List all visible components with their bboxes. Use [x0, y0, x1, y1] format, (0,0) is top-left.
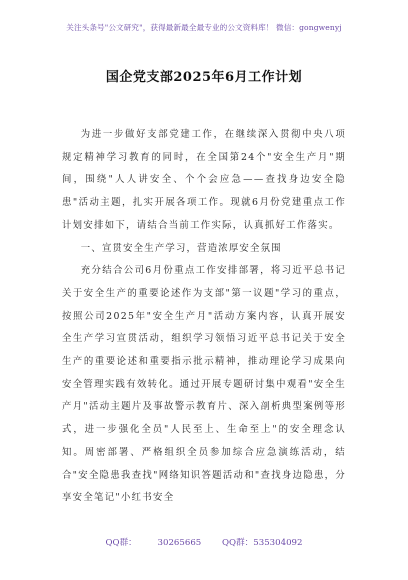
intro-paragraph: 为进一步做好支部党建工作，在继续深入贯彻中央八项规定精神学习教育的同时，在全国第24个"安全生产月"期间，围绕"人人讲安全、个个会应急——查找身边安全隐患"活动主题，扎实开展各项工作。现就6月份党建重点工作计划安排如下，请结合当前工作实际，认真抓好工作落实。	[62, 129, 346, 231]
footer-banner	[0, 536, 408, 548]
header-banner: 关注头条号"公文研究"，获得最新最全最专业的公文资料库！ 微信：gongwenyj	[66, 23, 342, 32]
document-body	[62, 124, 346, 510]
section-paragraph: 充分结合公司6月份重点工作安排部署，将习近平总书记关于安全生产的重要论述作为支部"第一议题"学习的重点，按照公司2025年"安全生产月"活动方案内容，认真开展安全生产学习宣贯活动，组织学习领悟习近平总书记关于安全生产的重要论述和重要指示批示精神，推动理论学习成果向安全管理实践有效转化。通过开展专题研讨集中观看"安全生产月"活动主题片及事故警示教育片、深入剖析典型案例等形式，进一步强化全员"人民至上、生命至上"的安全理念认知。周密部署、严格组织全员参加综合应急演练活动，结合"安全隐患我查找"网络知识答题活动和"查找身边隐患，分享安全笔记"小红书安全	[62, 265, 346, 504]
section-heading: 一、宣贯安全生产学习，营造浓厚安全氛围	[80, 242, 282, 254]
qq-group-1: QQ群： 30265665	[105, 538, 202, 548]
qq-group-2: QQ群：535304092	[222, 538, 303, 548]
document-title: 国企党支部2025年6月工作计划	[105, 70, 303, 85]
